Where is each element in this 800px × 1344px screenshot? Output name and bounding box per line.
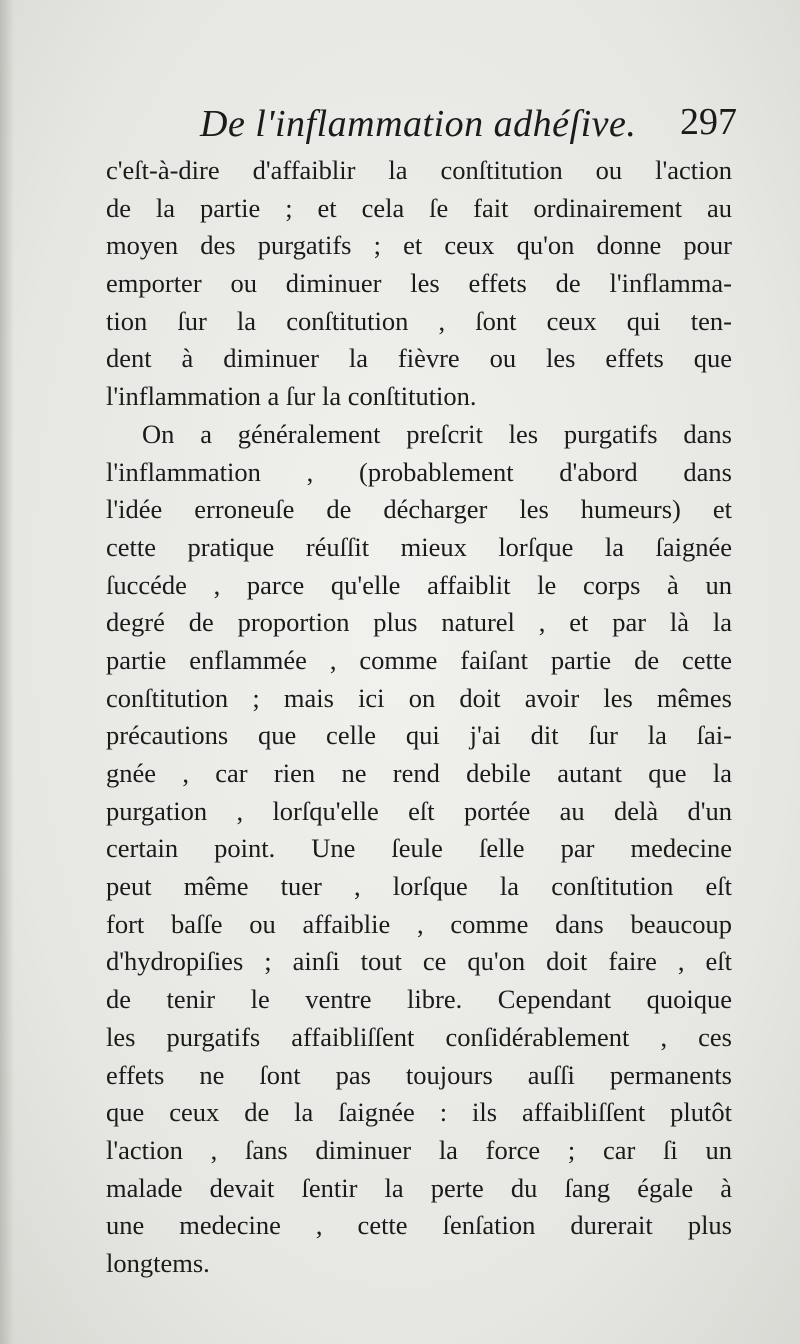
text-line: gnée , car rien ne rend debile autant que la — [106, 758, 732, 788]
text-line: l'idée erroneuſe de décharger les humeurs) et — [106, 494, 732, 525]
paragraph — [106, 152, 732, 416]
text-line: On a généralement preſcrit les purgatifs dans — [142, 418, 732, 449]
text-line: fort baſſe ou affaiblie , comme dans beaucoup — [106, 908, 732, 939]
text-line: malade devait ſentir la perte du ſang égale à — [106, 1172, 732, 1203]
text-line: partie enflammée , comme faiſant partie de cette — [106, 644, 732, 675]
text-line: effets ne ſont pas toujours auſſi permanents — [106, 1059, 732, 1090]
text-line: dent à diminuer la fièvre ou les effets que — [106, 343, 732, 374]
text-line: précautions que celle qui j'ai dit ſur la ſai- — [106, 720, 732, 751]
text-line: les purgatifs affaibliſſent conſidérablement , ces — [106, 1021, 732, 1052]
text-line: cette pratique réuſſit mieux lorſque la ſaignée — [106, 531, 732, 562]
text-line: purgation , lorſqu'elle eſt portée au delà d'un — [106, 795, 732, 826]
page-header — [200, 100, 745, 150]
text-line: tion ſur la conſtitution , ſont ceux qui ten- — [106, 305, 732, 336]
running-title: De l'inflammation adhéſive. — [200, 103, 637, 145]
text-line: degré de proportion plus naturel , et par là la — [106, 607, 732, 638]
text-line: une medecine , cette ſenſation durerait plus — [106, 1210, 732, 1241]
text-line: l'action , ſans diminuer la force ; car ſi un — [106, 1134, 732, 1165]
paragraph — [106, 416, 732, 1283]
body-text — [106, 152, 732, 1283]
text-line: d'hydropiſies ; ainſi tout ce qu'on doit faire , eſt — [106, 946, 732, 977]
text-line: certain point. Une ſeule ſelle par medecine — [106, 833, 732, 864]
text-line: ſuccéde , parce qu'elle affaiblit le corps à un — [106, 569, 732, 600]
page-number: 297 — [680, 101, 737, 143]
text-line: longtems. — [106, 1247, 210, 1278]
text-line: l'inflammation a ſur la conſtitution. — [106, 381, 477, 412]
text-line: peut même tuer , lorſque la conſtitution eſt — [106, 871, 732, 902]
page-edge-shadow — [0, 0, 14, 1344]
text-line: de la partie ; et cela ſe fait ordinairement au — [106, 192, 732, 223]
text-line: conſtitution ; mais ici on doit avoir les mêmes — [106, 682, 732, 713]
text-line: de tenir le ventre libre. Cependant quoique — [106, 984, 732, 1015]
text-line: l'inflammation , (probablement d'abord dans — [106, 456, 732, 487]
text-line: moyen des purgatifs ; et ceux qu'on donne pour — [106, 230, 732, 261]
text-line: que ceux de la ſaignée : ils affaibliſſent plutôt — [106, 1097, 732, 1128]
text-line: c'eſt-à-dire d'affaiblir la conſtitution ou l'action — [106, 155, 732, 185]
text-line: emporter ou diminuer les effets de l'inflamma- — [106, 268, 732, 299]
